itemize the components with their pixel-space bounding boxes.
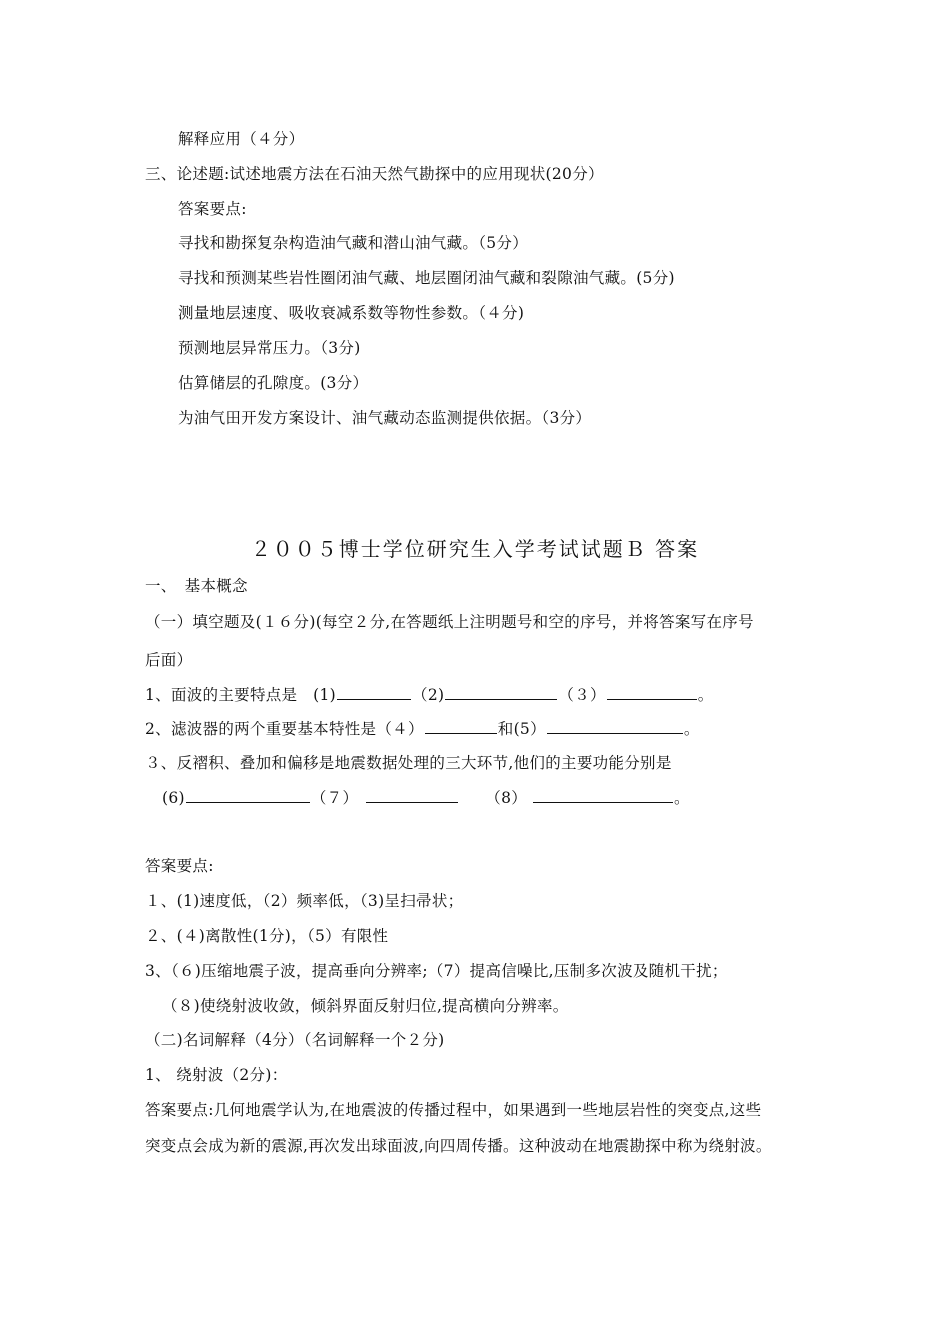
answer-line: ２、(４)离散性(1分)，（5）有限性: [145, 927, 389, 945]
answer-blank: [425, 719, 497, 734]
fill-question-3-blanks: (6) （７） （8） 。: [162, 789, 690, 807]
answers-label: 答案要点:: [145, 857, 214, 875]
essay-question-title: 三、论述题:试述地震方法在石油天然气勘探中的应用现状(20分）: [145, 165, 604, 183]
fill-question-2: 2、滤波器的两个重要基本特性是（４） 和(5） 。: [145, 720, 700, 738]
answer-point: 寻找和勘探复杂构造油气藏和潜山油气藏。（5分）: [178, 234, 529, 252]
terms-header: （二)名词解释（4分）（名词解释一个２分): [145, 1031, 445, 1049]
answer-point: 预测地层异常压力。（3分): [178, 339, 361, 357]
answer-line: （８)使绕射波收敛，倾斜界面反射归位,提高横向分辨率。: [162, 997, 569, 1015]
interpret-line: 解释应用（４分）: [178, 130, 305, 148]
fill-in-header: （一）填空题及(１６分)(每空２分,在答题纸上注明题号和空的序号，并将答案写在序号: [145, 613, 754, 631]
answer-line: １、(1)速度低，（2）频率低，（3)呈扫帚状；: [145, 892, 464, 910]
answer-point: 测量地层速度、吸收衰减系数等物性参数。（４分): [178, 304, 525, 322]
answer-point: 估算储层的孔隙度。(3分）: [178, 374, 369, 392]
answer-blank: [337, 685, 411, 700]
answer-blank: [547, 719, 683, 734]
term-answer-cont: 突变点会成为新的震源,再次发出球面波,向四周传播。这种波动在地震勘探中称为绕射波。: [145, 1137, 772, 1155]
section-basic-concepts: 一、 基本概念: [145, 577, 248, 595]
answer-point: 寻找和预测某些岩性圈闭油气藏、地层圈闭油气藏和裂隙油气藏。(5分): [178, 269, 675, 287]
exam-title: ２００５博士学位研究生入学考试试题Ｂ 答案: [250, 537, 700, 561]
answer-blank: [445, 685, 557, 700]
answer-line: 3、（６)压缩地震子波，提高垂向分辨率;（7）提高信噪比,压制多次波及随机干扰；: [145, 962, 728, 980]
fill-question-3: ３、反褶积、叠加和偏移是地震数据处理的三大环节,他们的主要功能分别是: [145, 754, 672, 772]
term-title: 1、 绕射波（2分)：: [145, 1066, 288, 1084]
answer-blank: [607, 685, 697, 700]
fill-in-header-cont: 后面）: [145, 651, 193, 669]
fill-question-1: 1、面波的主要特点是 (1) （2) （３） 。: [145, 686, 714, 704]
answer-blank: [366, 788, 458, 803]
answer-blank: [186, 788, 310, 803]
answer-key-label: 答案要点:: [178, 200, 247, 218]
term-answer: 答案要点:几何地震学认为,在地震波的传播过程中，如果遇到一些地层岩性的突变点,这些: [145, 1101, 762, 1119]
answer-point: 为油气田开发方案设计、油气藏动态监测提供依据。（3分）: [178, 409, 592, 427]
answer-blank: [533, 788, 673, 803]
